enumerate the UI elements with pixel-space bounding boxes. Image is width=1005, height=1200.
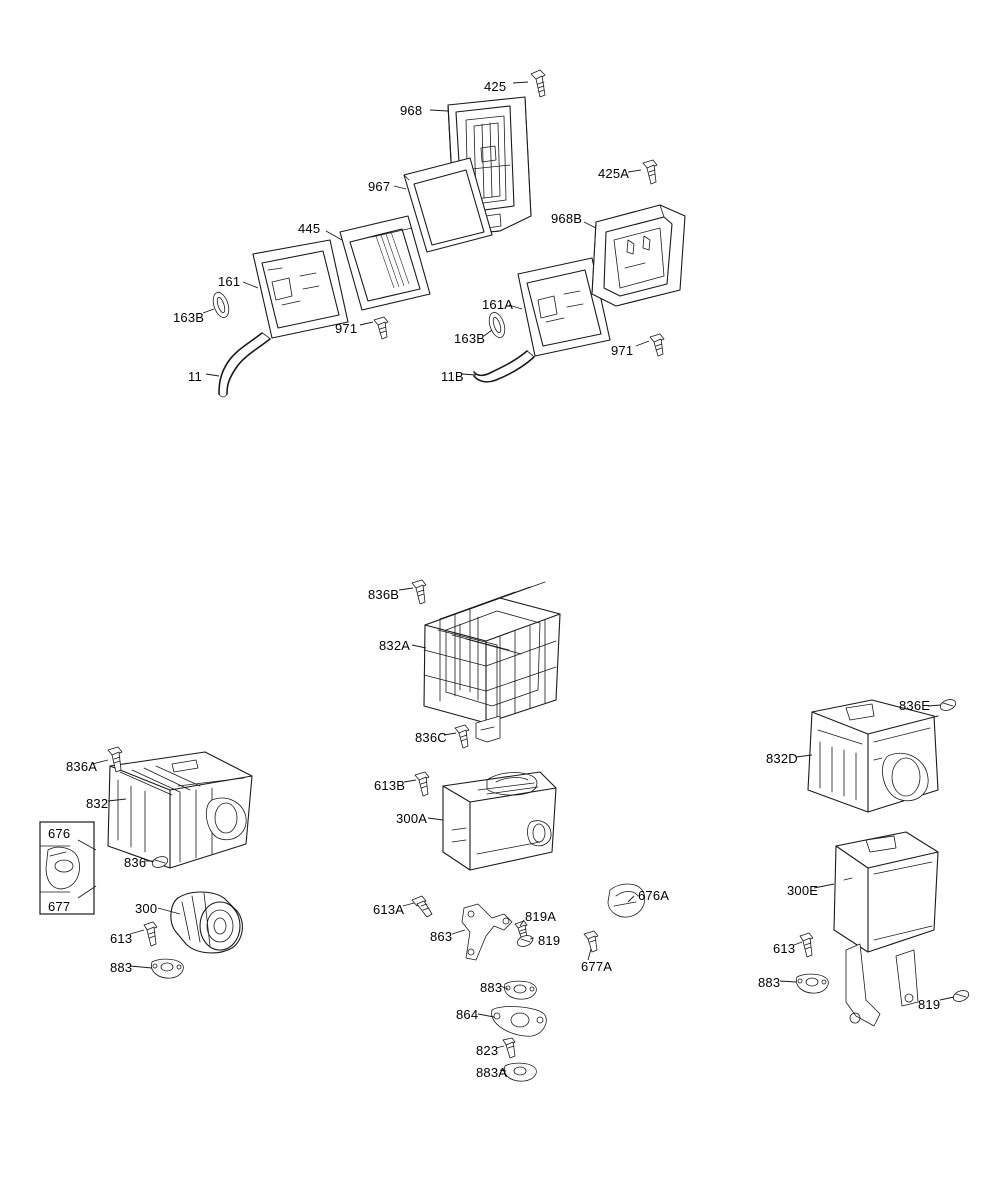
part-832A-muffler-guard	[424, 582, 560, 742]
callout-613A: 613A	[373, 902, 405, 917]
callout-967: 967	[368, 179, 391, 194]
callout-832D: 832D	[766, 751, 798, 766]
part-819-screw-center	[516, 934, 534, 949]
callout-968B: 968B	[551, 211, 583, 226]
callout-836E: 836E	[899, 698, 931, 713]
part-11B-breather-tube	[474, 351, 534, 382]
callout-971-left: 971	[335, 321, 358, 336]
callout-163B-left: 163B	[173, 310, 205, 325]
callout-425A: 425A	[598, 166, 630, 181]
part-300A-muffler	[443, 772, 556, 870]
callout-677A: 677A	[581, 959, 613, 974]
callout-883-center: 883	[480, 980, 503, 995]
part-677A-screw	[584, 931, 598, 952]
part-11-breather-tube	[219, 333, 270, 397]
part-445-air-filter	[340, 216, 430, 310]
part-819-screw-right	[952, 989, 970, 1004]
part-613-screw-right	[800, 933, 813, 957]
callout-300: 300	[135, 901, 158, 916]
part-863-bracket	[462, 904, 512, 960]
part-613-screw-left	[144, 922, 157, 946]
callout-613-left: 613	[110, 931, 133, 946]
callout-300A: 300A	[396, 811, 428, 826]
part-425-screw	[531, 70, 545, 97]
callout-819A: 819A	[525, 909, 557, 924]
callout-300E: 300E	[787, 883, 819, 898]
part-161-air-cleaner-body	[253, 240, 348, 338]
callout-677: 677	[48, 899, 71, 914]
part-832-muffler-guard	[108, 752, 252, 868]
part-823-screw	[503, 1038, 515, 1058]
part-968B-cover	[592, 205, 685, 306]
callout-425: 425	[484, 79, 507, 94]
callout-836B: 836B	[368, 587, 400, 602]
callout-971-right: 971	[611, 343, 634, 358]
callout-832A: 832A	[379, 638, 411, 653]
callout-863: 863	[430, 929, 453, 944]
callout-161A: 161A	[482, 297, 514, 312]
callout-613B: 613B	[374, 778, 406, 793]
part-971-screw-right	[650, 334, 664, 356]
callout-819-center: 819	[538, 933, 561, 948]
callout-819-right: 819	[918, 997, 941, 1012]
callout-613-right: 613	[773, 941, 796, 956]
callout-836C: 836C	[415, 730, 447, 745]
part-883A-gasket	[504, 1063, 536, 1081]
part-836E-bolt	[939, 698, 957, 713]
part-864-plate	[492, 1007, 547, 1037]
callout-883A: 883A	[476, 1065, 508, 1080]
part-613B-screw	[415, 772, 429, 796]
part-971-screw-left	[374, 317, 388, 339]
part-163B-grommet-right	[486, 310, 507, 339]
callout-676A: 676A	[638, 888, 670, 903]
callout-968: 968	[400, 103, 423, 118]
part-832D-muffler-guard	[808, 700, 938, 812]
part-883-gasket-left	[151, 959, 183, 978]
part-425A-screw	[643, 160, 657, 184]
part-883-gasket-center	[504, 981, 536, 999]
callout-883-left: 883	[110, 960, 133, 975]
part-163B-grommet-left	[210, 290, 231, 319]
part-836B-bolt	[412, 580, 426, 604]
part-613A-screw	[412, 896, 432, 917]
callout-832: 832	[86, 796, 109, 811]
callout-11B: 11B	[441, 369, 464, 384]
part-300-muffler-left	[171, 892, 242, 953]
callout-676: 676	[48, 826, 71, 841]
callout-11: 11	[188, 369, 202, 384]
callout-823: 823	[476, 1043, 499, 1058]
callout-864: 864	[456, 1007, 479, 1022]
callout-161: 161	[218, 274, 241, 289]
callout-445: 445	[298, 221, 321, 236]
part-836C-bolt	[455, 725, 469, 748]
callout-163B-right: 163B	[454, 331, 486, 346]
callout-836A: 836A	[66, 759, 98, 774]
callout-883-right: 883	[758, 975, 781, 990]
callout-836: 836	[124, 855, 147, 870]
part-883-gasket-right	[796, 974, 828, 993]
